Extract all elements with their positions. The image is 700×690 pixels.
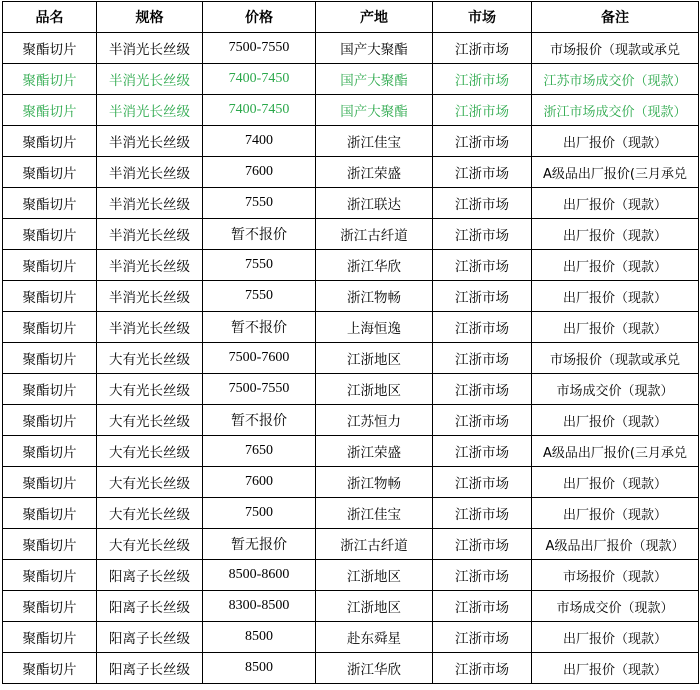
table-row [3, 64, 699, 95]
cell-spec: 大有光长丝级 [97, 467, 203, 498]
cell-market: 江浙市场 [433, 653, 532, 684]
cell-price: 7400 [203, 126, 316, 157]
cell-note: 市场报价（现款或承兑 [532, 33, 699, 64]
cell-market: 江浙市场 [433, 591, 532, 622]
cell-name: 聚酯切片 [3, 498, 97, 529]
cell-note: 出厂报价（现款） [532, 498, 699, 529]
cell-name: 聚酯切片 [3, 157, 97, 188]
cell-name: 聚酯切片 [3, 622, 97, 653]
cell-note: 市场报价（现款或承兑 [532, 343, 699, 374]
cell-origin: 江浙地区 [316, 343, 433, 374]
cell-name: 聚酯切片 [3, 343, 97, 374]
cell-origin: 江苏恒力 [316, 405, 433, 436]
cell-market: 江浙市场 [433, 95, 532, 126]
cell-price: 7500-7550 [203, 33, 316, 64]
cell-note: 出厂报价（现款） [532, 312, 699, 343]
cell-spec: 大有光长丝级 [97, 374, 203, 405]
table-row [3, 467, 699, 498]
cell-market: 江浙市场 [433, 64, 532, 95]
cell-origin: 国产大聚酯 [316, 64, 433, 95]
cell-market: 江浙市场 [433, 188, 532, 219]
table-row [3, 219, 699, 250]
cell-market: 江浙市场 [433, 467, 532, 498]
cell-name: 聚酯切片 [3, 126, 97, 157]
cell-spec: 大有光长丝级 [97, 405, 203, 436]
cell-spec: 阳离子长丝级 [97, 653, 203, 684]
cell-note: 市场成交价（现款） [532, 591, 699, 622]
cell-price: 7500-7600 [203, 343, 316, 374]
cell-origin: 赴东舜星 [316, 622, 433, 653]
cell-spec: 半消光长丝级 [97, 64, 203, 95]
header-market: 市场 [433, 2, 532, 33]
cell-origin: 国产大聚酯 [316, 33, 433, 64]
cell-name: 聚酯切片 [3, 281, 97, 312]
cell-price: 7600 [203, 467, 316, 498]
cell-origin: 上海恒逸 [316, 312, 433, 343]
cell-price: 7500 [203, 498, 316, 529]
cell-note: 浙江市场成交价（现款） [532, 95, 699, 126]
table-row [3, 560, 699, 591]
cell-origin: 浙江佳宝 [316, 126, 433, 157]
cell-origin: 浙江华欣 [316, 653, 433, 684]
cell-origin: 江浙地区 [316, 560, 433, 591]
cell-spec: 半消光长丝级 [97, 33, 203, 64]
table-row [3, 157, 699, 188]
cell-origin: 浙江荣盛 [316, 436, 433, 467]
cell-origin: 浙江联达 [316, 188, 433, 219]
table-row [3, 374, 699, 405]
cell-note: 江苏市场成交价（现款） [532, 64, 699, 95]
table-row [3, 188, 699, 219]
cell-note: A级品出厂报价(三月承兑 [532, 436, 699, 467]
cell-market: 江浙市场 [433, 281, 532, 312]
table-row [3, 250, 699, 281]
cell-note: 出厂报价（现款） [532, 250, 699, 281]
cell-spec: 大有光长丝级 [97, 529, 203, 560]
cell-market: 江浙市场 [433, 436, 532, 467]
cell-spec: 半消光长丝级 [97, 281, 203, 312]
cell-price: 7550 [203, 281, 316, 312]
cell-price: 7550 [203, 188, 316, 219]
cell-market: 江浙市场 [433, 157, 532, 188]
cell-spec: 半消光长丝级 [97, 312, 203, 343]
table-row [3, 591, 699, 622]
cell-price: 7500-7550 [203, 374, 316, 405]
cell-market: 江浙市场 [433, 312, 532, 343]
cell-note: 市场成交价（现款） [532, 374, 699, 405]
cell-note: 出厂报价（现款） [532, 622, 699, 653]
table-row [3, 281, 699, 312]
cell-price: 7650 [203, 436, 316, 467]
cell-origin: 浙江佳宝 [316, 498, 433, 529]
cell-name: 聚酯切片 [3, 374, 97, 405]
cell-note: 出厂报价（现款） [532, 281, 699, 312]
table-header [3, 2, 699, 33]
cell-spec: 半消光长丝级 [97, 126, 203, 157]
table-body [3, 33, 699, 684]
table-row [3, 405, 699, 436]
cell-note: 出厂报价（现款） [532, 126, 699, 157]
cell-market: 江浙市场 [433, 33, 532, 64]
cell-origin: 浙江古纤道 [316, 529, 433, 560]
table-row [3, 33, 699, 64]
cell-spec: 大有光长丝级 [97, 343, 203, 374]
cell-name: 聚酯切片 [3, 250, 97, 281]
cell-name: 聚酯切片 [3, 219, 97, 250]
cell-spec: 大有光长丝级 [97, 498, 203, 529]
cell-price: 暂不报价 [203, 312, 316, 343]
header-origin: 产地 [316, 2, 433, 33]
cell-market: 江浙市场 [433, 498, 532, 529]
cell-spec: 大有光长丝级 [97, 436, 203, 467]
cell-origin: 江浙地区 [316, 591, 433, 622]
cell-price: 暂不报价 [203, 405, 316, 436]
table-row [3, 436, 699, 467]
header-name: 品名 [3, 2, 97, 33]
table-row [3, 529, 699, 560]
cell-spec: 半消光长丝级 [97, 95, 203, 126]
cell-spec: 半消光长丝级 [97, 157, 203, 188]
cell-price: 7400-7450 [203, 95, 316, 126]
cell-market: 江浙市场 [433, 622, 532, 653]
table-row [3, 653, 699, 684]
table-row [3, 343, 699, 374]
cell-origin: 浙江华欣 [316, 250, 433, 281]
cell-name: 聚酯切片 [3, 312, 97, 343]
table-row [3, 622, 699, 653]
cell-price: 暂无报价 [203, 529, 316, 560]
cell-price: 7600 [203, 157, 316, 188]
cell-market: 江浙市场 [433, 250, 532, 281]
cell-spec: 半消光长丝级 [97, 219, 203, 250]
cell-origin: 浙江物畅 [316, 467, 433, 498]
cell-note: 市场报价（现款） [532, 560, 699, 591]
cell-market: 江浙市场 [433, 126, 532, 157]
cell-name: 聚酯切片 [3, 467, 97, 498]
cell-name: 聚酯切片 [3, 529, 97, 560]
cell-market: 江浙市场 [433, 343, 532, 374]
cell-note: 出厂报价（现款） [532, 467, 699, 498]
cell-market: 江浙市场 [433, 529, 532, 560]
cell-name: 聚酯切片 [3, 560, 97, 591]
cell-name: 聚酯切片 [3, 188, 97, 219]
table-row [3, 126, 699, 157]
cell-note: 出厂报价（现款） [532, 219, 699, 250]
cell-price: 8500-8600 [203, 560, 316, 591]
header-price: 价格 [203, 2, 316, 33]
cell-market: 江浙市场 [433, 405, 532, 436]
table-row [3, 498, 699, 529]
cell-name: 聚酯切片 [3, 591, 97, 622]
cell-name: 聚酯切片 [3, 33, 97, 64]
cell-price: 7550 [203, 250, 316, 281]
cell-price: 8500 [203, 622, 316, 653]
table-row [3, 95, 699, 126]
cell-note: A级品出厂报价（现款） [532, 529, 699, 560]
cell-name: 聚酯切片 [3, 653, 97, 684]
cell-spec: 半消光长丝级 [97, 250, 203, 281]
price-table [2, 1, 699, 684]
header-spec: 规格 [97, 2, 203, 33]
table-row [3, 312, 699, 343]
cell-note: 出厂报价（现款） [532, 653, 699, 684]
cell-origin: 浙江物畅 [316, 281, 433, 312]
cell-spec: 阳离子长丝级 [97, 591, 203, 622]
cell-origin: 浙江古纤道 [316, 219, 433, 250]
cell-name: 聚酯切片 [3, 64, 97, 95]
cell-name: 聚酯切片 [3, 405, 97, 436]
cell-spec: 阳离子长丝级 [97, 560, 203, 591]
cell-name: 聚酯切片 [3, 95, 97, 126]
cell-market: 江浙市场 [433, 374, 532, 405]
cell-origin: 浙江荣盛 [316, 157, 433, 188]
cell-origin: 国产大聚酯 [316, 95, 433, 126]
header-note: 备注 [532, 2, 699, 33]
cell-note: 出厂报价（现款） [532, 405, 699, 436]
cell-price: 8300-8500 [203, 591, 316, 622]
cell-price: 7400-7450 [203, 64, 316, 95]
cell-note: 出厂报价（现款） [532, 188, 699, 219]
cell-market: 江浙市场 [433, 560, 532, 591]
cell-note: A级品出厂报价(三月承兑 [532, 157, 699, 188]
cell-price: 8500 [203, 653, 316, 684]
cell-spec: 阳离子长丝级 [97, 622, 203, 653]
cell-origin: 江浙地区 [316, 374, 433, 405]
cell-spec: 半消光长丝级 [97, 188, 203, 219]
header-row [3, 2, 699, 33]
cell-market: 江浙市场 [433, 219, 532, 250]
cell-name: 聚酯切片 [3, 436, 97, 467]
cell-price: 暂不报价 [203, 219, 316, 250]
